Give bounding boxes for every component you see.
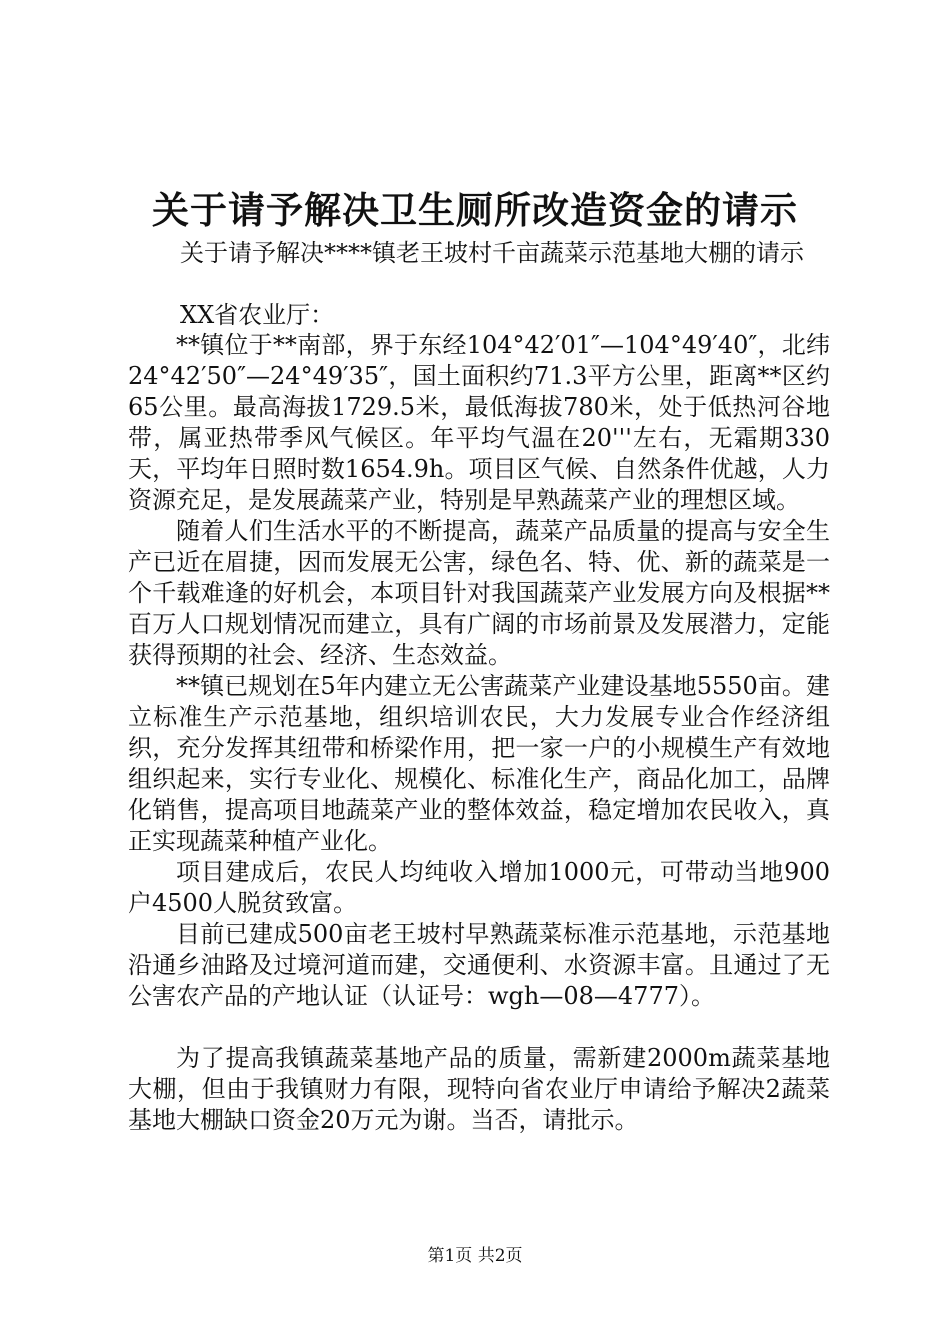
paragraph: **镇已规划在5年内建立无公害蔬菜产业建设基地5550亩。建立标准生产示范基地，组织培训农民，大力发展专业合作经济组织，充分发挥其纽带和桥梁作用，把一家一户的小规模生产有效地组织起来，实行专业化、规模化、标准化生产，商品化加工，品牌化销售，提高项目地蔬菜产业的整体效益，稳定增加农民收入，真正实现蔬菜种植产业化。 bbox=[128, 672, 830, 855]
salutation: XX省农业厅： bbox=[180, 301, 335, 329]
document-title: 关于请予解决卫生厕所改造资金的请示 bbox=[152, 188, 798, 232]
page-footer: 第1页 共2页 bbox=[427, 1246, 523, 1266]
paragraph: **镇位于**南部，界于东经104°42′01″—104°49′40″，北纬24°42′50″—24°49′35″，国土面积约71.3平方公里，距离**区约65公里。最高海拔1729.5米，最低海拔780米，处于低热河谷地带，属亚热带季风气候区。年平均气温在20'''左右，无霜期330天，平均年日照时数1654.9h。项目区气候、自然条件优越，人力资源充足，是发展蔬菜产业，特别是早熟蔬菜产业的理想区域。 bbox=[128, 331, 830, 514]
paragraph: 目前已建成500亩老王坡村早熟蔬菜标准示范基地，示范基地沿通乡油路及过境河道而建，交通便利、水资源丰富。且通过了无公害农产品的产地认证（认证号：wgh—08—4777）。 bbox=[128, 920, 830, 1010]
paragraph: 随着人们生活水平的不断提高，蔬菜产品质量的提高与安全生产已近在眉捷，因而发展无公害，绿色名、特、优、新的蔬菜是一个千载难逢的好机会，本项目针对我国蔬菜产业发展方向及根据**百万人口规划情况而建立，具有广阔的市场前景及发展潜力，定能获得预期的社会、经济、生态效益。 bbox=[128, 517, 830, 669]
paragraph: 为了提高我镇蔬菜基地产品的质量，需新建2000m蔬菜基地大棚，但由于我镇财力有限，现特向省农业厅申请给予解决2蔬菜基地大棚缺口资金20万元为谢。当否，请批示。 bbox=[128, 1044, 830, 1134]
paragraph: 项目建成后，农民人均纯收入增加1000元，可带动当地900户4500人脱贫致富。 bbox=[128, 858, 830, 917]
document-body bbox=[128, 330, 830, 1136]
document-subtitle: 关于请予解决****镇老王坡村千亩蔬菜示范基地大棚的请示 bbox=[180, 239, 804, 267]
